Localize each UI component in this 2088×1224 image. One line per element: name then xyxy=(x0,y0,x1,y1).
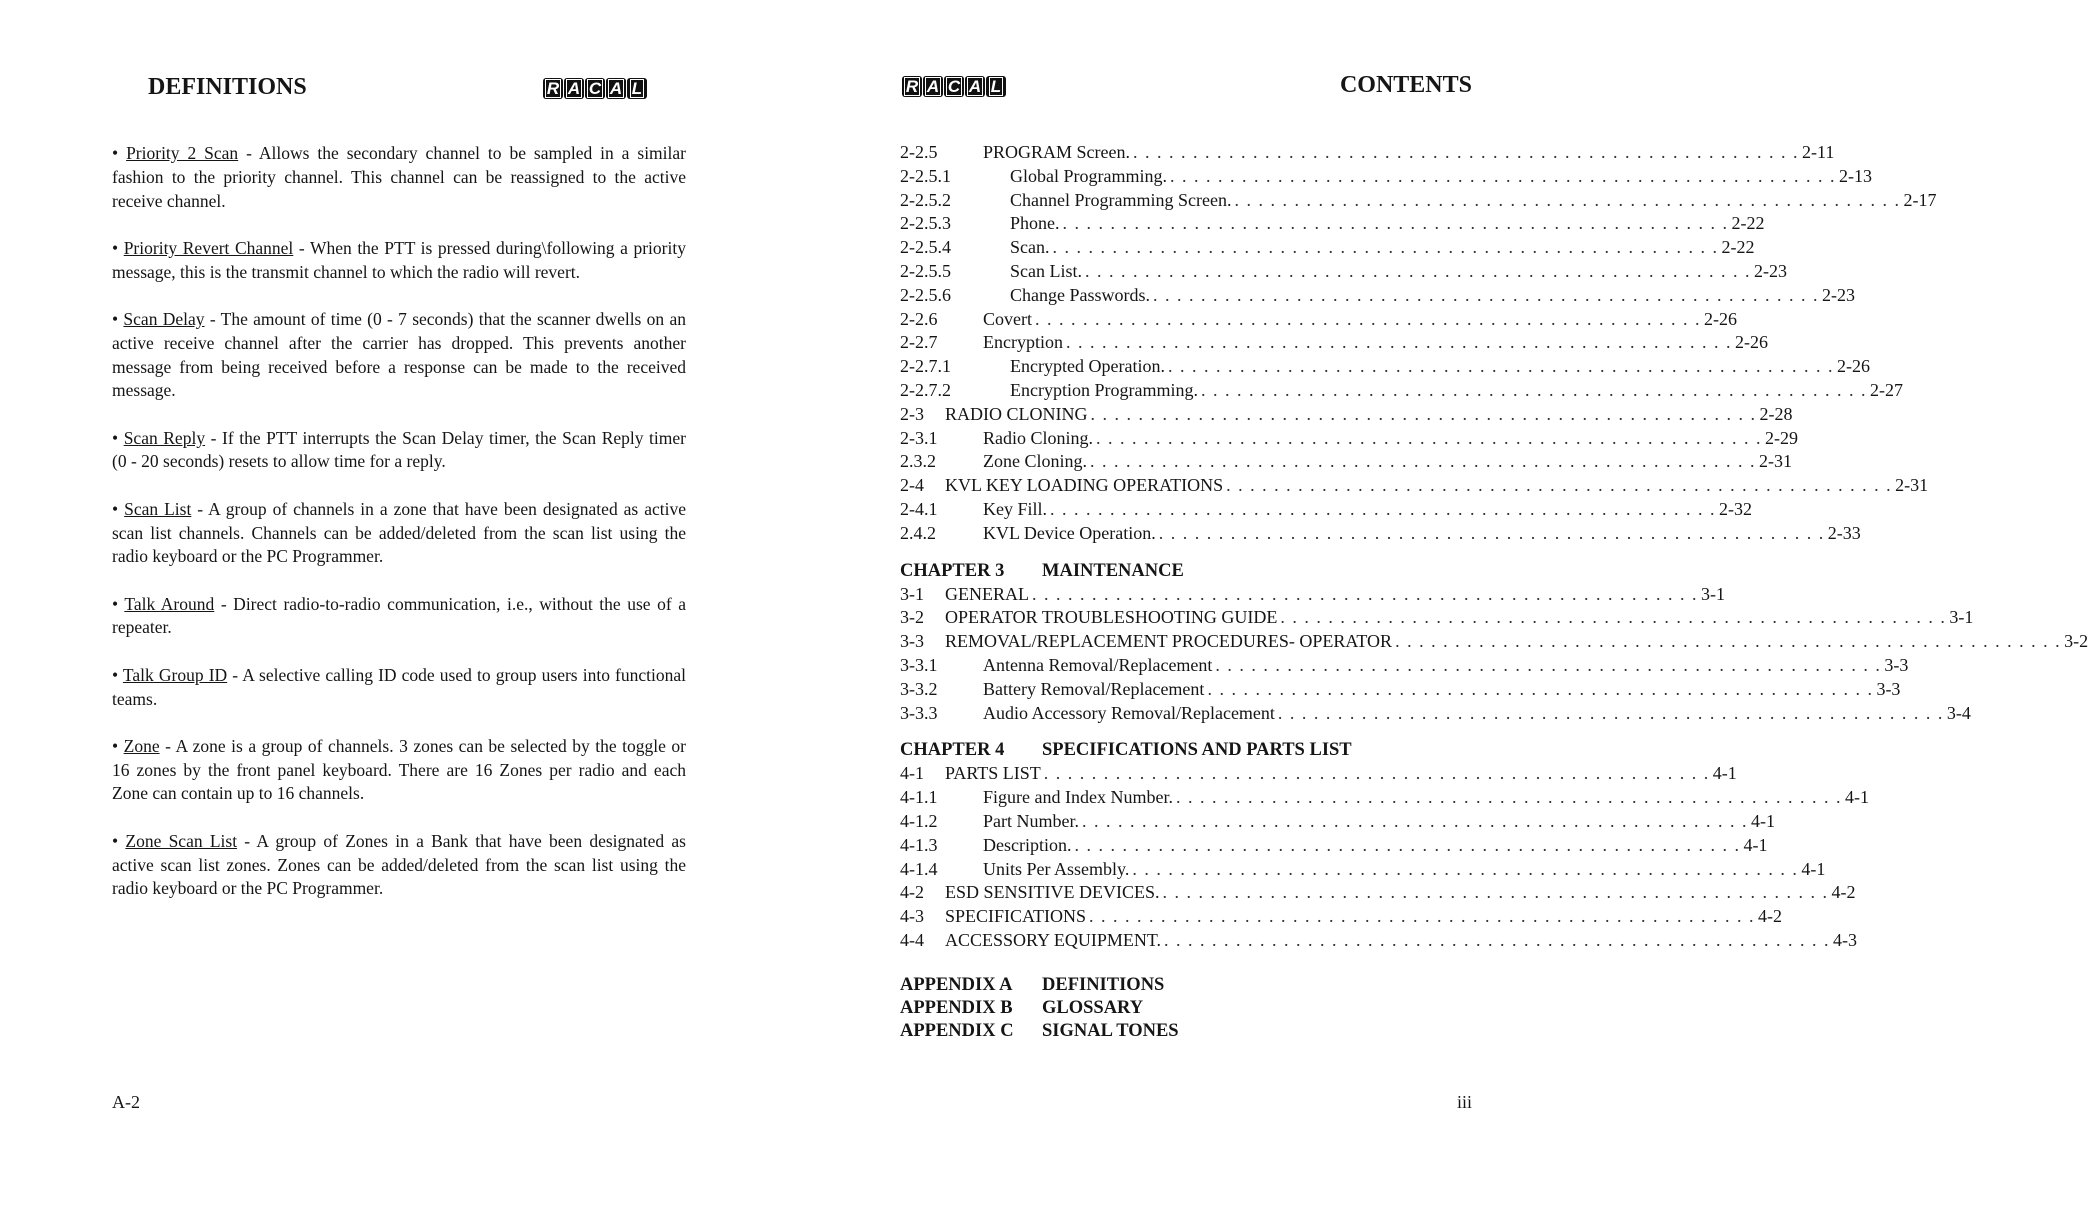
toc-entry[interactable] xyxy=(900,905,1783,929)
definition-term: Scan List xyxy=(124,498,192,519)
appendix-label: APPENDIX C xyxy=(900,1020,1014,1041)
dot-leader: . . . . . . . . . . . . . . . . . . . . . . . . . . . . . . . . . . . . . . . . . . . . . . . . . . . . . . . . xyxy=(1133,142,1799,162)
toc-page: 4-1 xyxy=(1743,834,1768,855)
bullet: • xyxy=(112,237,124,258)
toc-entry[interactable] xyxy=(900,355,1870,379)
toc-entry-body xyxy=(983,522,1861,546)
toc-number: 2-2.5.4 xyxy=(900,237,951,258)
toc-entry[interactable] xyxy=(900,284,1855,308)
toc-number: 3-3.1 xyxy=(900,654,938,675)
appendix-entry xyxy=(900,997,1472,1020)
appendix-entry xyxy=(900,1020,1472,1043)
logo-letter xyxy=(965,76,985,97)
logo-letter-text: A xyxy=(567,79,581,98)
page-number: A-2 xyxy=(112,1092,140,1112)
definition-text: - Allows the secondary channel to be sampled in a similar fashion to the priority channel. This channel can be reassigned to the active receive channel. xyxy=(112,143,686,211)
bullet: • xyxy=(112,143,127,163)
toc-number: 3-3.2 xyxy=(900,678,938,699)
left-page xyxy=(0,0,792,1224)
toc-entry[interactable] xyxy=(900,308,1737,332)
chapter-heading xyxy=(900,738,1472,762)
toc-entry-body xyxy=(983,308,1737,332)
toc-page: 2-22 xyxy=(1731,213,1765,234)
toc-title: Change Passwords. xyxy=(1010,284,1150,305)
logo-letter-text: C xyxy=(588,79,602,98)
toc-number: 4-1.2 xyxy=(900,810,938,831)
toc-title: Encrypted Operation. xyxy=(1010,356,1165,377)
definition-term: Talk Group ID xyxy=(122,664,228,685)
dot-leader: . . . . . . . . . . . . . . . . . . . . . . . . . . . . . . . . . . . . . . . . . . . . . . . . . . . . . . . . xyxy=(1132,858,1799,879)
chapter-label: CHAPTER 3 xyxy=(900,560,1005,581)
racal-logo xyxy=(543,78,647,99)
toc-title: Zone Cloning. xyxy=(983,451,1087,472)
toc-page: 4-1 xyxy=(1801,858,1826,879)
logo-letter-text: L xyxy=(631,79,643,98)
toc-entry-body xyxy=(945,929,1858,953)
toc-entry[interactable] xyxy=(900,331,1768,355)
toc-entry[interactable] xyxy=(900,403,1793,427)
definition-text: - When the PTT is pressed during\following a priority message, this is the transmit channel to which the radio will revert. xyxy=(112,237,686,282)
toc-page: 2-27 xyxy=(1869,379,1903,400)
logo-letter-text: C xyxy=(947,77,961,96)
toc-number: 2.4.2 xyxy=(900,522,936,543)
logo-letter-text: L xyxy=(990,77,1002,96)
bullet: • xyxy=(112,308,124,329)
toc-number: 2-2.7.1 xyxy=(900,356,951,377)
toc-number: 4-1.1 xyxy=(900,787,938,808)
dot-leader: . . . . . . . . . . . . . . . . . . . . . . . . . . . . . . . . . . . . . . . . . . . . . . . . . . . . . . . . xyxy=(1226,475,1893,496)
definition-text: - A group of channels in a zone that have been designated as active scan list channels. Channels can be added/deleted from the scan list using the radio keyboard or the PC Programmer. xyxy=(112,498,686,567)
appendix-label: APPENDIX B xyxy=(900,997,1013,1018)
toc-number: 2-2.5 xyxy=(900,142,938,162)
toc-page: 2-28 xyxy=(1759,403,1793,424)
toc-entry-body xyxy=(945,583,1725,607)
appendix-entry xyxy=(900,974,1472,997)
definition-term: Scan Delay xyxy=(123,308,205,329)
definition-text: - Direct radio-to-radio communication, i.e., without the use of a repeater. xyxy=(112,593,686,638)
dot-leader: . . . . . . . . . . . . . . . . . . . . . . . . . . . . . . . . . . . . . . . . . . . . . . . . . . . . . . . . xyxy=(1052,237,1719,258)
chapter-title: SPECIFICATIONS AND PARTS LIST xyxy=(1042,740,1352,761)
toc-entry-body xyxy=(983,450,1792,474)
toc-entry[interactable] xyxy=(900,786,1869,810)
bullet: • xyxy=(112,498,125,519)
dot-leader: . . . . . . . . . . . . . . . . . . . . . . . . . . . . . . . . . . . . . . . . . . . . . . . . . . . . . . . . xyxy=(1090,451,1756,472)
toc-title: Encryption Programming. xyxy=(1010,379,1198,400)
appendix-list xyxy=(900,974,1472,1043)
toc-entry[interactable] xyxy=(900,810,1775,834)
toc-page: 4-1 xyxy=(1844,787,1869,808)
toc-title: Battery Removal/Replacement xyxy=(983,678,1205,699)
toc-page: 2-31 xyxy=(1759,451,1792,472)
toc-entry[interactable] xyxy=(900,165,1872,189)
logo-letter-text: R xyxy=(546,79,560,98)
toc-page: 2-26 xyxy=(1734,332,1768,353)
toc-entry-body xyxy=(983,834,1768,858)
toc-title: RADIO CLONING xyxy=(945,403,1088,424)
logo-letter xyxy=(902,76,922,97)
definition-term: Zone xyxy=(123,735,160,756)
definition-term: Zone Scan List xyxy=(125,830,238,851)
toc-entry[interactable] xyxy=(900,379,1903,403)
definition-text: - A selective calling ID code used to group users into functional teams. xyxy=(112,664,686,709)
toc-number: 2-2.7 xyxy=(900,332,938,353)
bullet: • xyxy=(112,735,124,756)
dot-leader: . . . . . . . . . . . . . . . . . . . . . . . . . . . . . . . . . . . . . . . . . . . . . . . . . . . . . . . . xyxy=(1162,882,1829,903)
toc-page: 2-29 xyxy=(1765,427,1799,448)
toc-entry-body xyxy=(983,498,1753,522)
definition-term: Talk Around xyxy=(124,593,215,614)
toc-entry-body xyxy=(945,881,1856,905)
toc-entry[interactable] xyxy=(900,474,1929,498)
toc-page: 3-4 xyxy=(1946,702,1971,723)
toc-title: Figure and Index Number. xyxy=(983,787,1173,808)
definition-item xyxy=(112,498,686,569)
toc-page: 2-23 xyxy=(1754,260,1787,281)
toc-title: Part Number. xyxy=(983,810,1079,831)
toc-title: PARTS LIST xyxy=(945,763,1041,784)
toc-title: Global Programming. xyxy=(1010,165,1167,186)
toc-entry[interactable] xyxy=(900,678,1901,702)
toc-title: SPECIFICATIONS xyxy=(945,906,1087,927)
toc-number: 4-3 xyxy=(900,906,924,927)
toc-title: KVL Device Operation. xyxy=(983,522,1156,543)
right-page xyxy=(792,0,2088,1224)
toc-number: 2-2.5.6 xyxy=(900,284,951,305)
toc-title: PROGRAM Screen. xyxy=(983,142,1130,162)
toc-entry[interactable] xyxy=(900,606,1974,630)
toc-entry[interactable] xyxy=(900,630,2088,654)
dot-leader: . . . . . . . . . . . . . . . . . . . . . . . . . . . . . . . . . . . . . . . . . . . . . . . . . . . . . . . . xyxy=(1280,607,1947,628)
toc-title: GENERAL xyxy=(945,583,1029,604)
chapter-heading xyxy=(900,559,1472,583)
toc-page: 2-26 xyxy=(1704,308,1737,329)
bullet: • xyxy=(112,830,126,851)
dot-leader: . . . . . . . . . . . . . . . . . . . . . . . . . . . . . . . . . . . . . . . . . . . . . . . . . . . . . . . . xyxy=(1043,763,1710,784)
toc-entry[interactable] xyxy=(900,834,1768,858)
toc-title: Description. xyxy=(983,834,1072,855)
toc-page: 4-1 xyxy=(1751,810,1775,831)
dot-leader: . . . . . . . . . . . . . . . . . . . . . . . . . . . . . . . . . . . . . . . . . . . . . . . . . . . . . . . . xyxy=(1089,906,1756,927)
logo-letter xyxy=(944,76,964,97)
toc-number: 3-2 xyxy=(900,607,924,628)
toc-entry-body xyxy=(983,810,1775,834)
toc-number: 2-2.7.2 xyxy=(900,379,951,400)
toc-entry-body xyxy=(983,786,1869,810)
definition-text: - The amount of time (0 - 7 seconds) that the scanner dwells on an active receive channel after the carrier has dropped. This prevents another message from being received before a response can be made to the received message. xyxy=(112,308,686,401)
toc-number: 4-4 xyxy=(900,929,924,950)
toc-entry[interactable] xyxy=(900,702,1971,726)
dot-leader: . . . . . . . . . . . . . . . . . . . . . . . . . . . . . . . . . . . . . . . . . . . . . . . . . . . . . . . . xyxy=(1062,213,1729,234)
definition-item xyxy=(112,308,686,403)
toc-title: ACCESSORY EQUIPMENT. xyxy=(945,929,1162,950)
logo-letter xyxy=(923,76,943,97)
toc-title: ESD SENSITIVE DEVICES. xyxy=(945,882,1160,903)
toc-entry[interactable] xyxy=(900,498,1753,522)
toc-title: Scan. xyxy=(1010,237,1050,258)
toc-entry-body xyxy=(983,141,1835,165)
definition-item xyxy=(112,427,686,475)
toc-entry[interactable] xyxy=(900,427,1799,451)
toc-page: 2-22 xyxy=(1721,237,1755,258)
toc-entry-body xyxy=(945,474,1929,498)
definition-text: - A group of Zones in a Bank that have been designated as active scan list zones. Zones can be added/deleted from the scan list using the radio keyboard or the PC Programmer. xyxy=(112,830,686,899)
appendix-title: DEFINITIONS xyxy=(1042,974,1165,995)
toc-page: 4-1 xyxy=(1712,763,1737,784)
toc-number: 2-4 xyxy=(900,475,924,496)
toc-title: Radio Cloning. xyxy=(983,427,1094,448)
toc-page: 3-2 xyxy=(2064,631,2088,652)
bullet: • xyxy=(112,593,125,614)
definitions-list xyxy=(112,142,686,925)
toc-title: Scan List. xyxy=(1010,260,1082,281)
toc-number: 3-3.3 xyxy=(900,702,938,723)
bullet: • xyxy=(112,664,123,685)
toc-entry[interactable] xyxy=(900,881,1856,905)
toc-entry-body xyxy=(1010,284,1855,308)
toc-number: 2-4.1 xyxy=(900,498,938,519)
toc-entry-body xyxy=(983,331,1768,355)
bullet: • xyxy=(112,427,124,448)
dot-leader: . . . . . . . . . . . . . . . . . . . . . . . . . . . . . . . . . . . . . . . . . . . . . . . . . . . . . . . . xyxy=(1153,284,1819,305)
toc-entry-body xyxy=(1010,189,1937,213)
logo-letter xyxy=(585,78,605,99)
dot-leader: . . . . . . . . . . . . . . . . . . . . . . . . . . . . . . . . . . . . . . . . . . . . . . . . . . . . . . . . xyxy=(1215,654,1882,675)
toc-page: 2-31 xyxy=(1895,475,1929,496)
logo-letter xyxy=(627,78,647,99)
toc-entry[interactable] xyxy=(900,929,1858,953)
toc-entry-body xyxy=(945,606,1974,630)
definition-text: - A zone is a group of channels. 3 zones can be selected by the toggle or 16 zones by the front panel keyboard. There are 16 Zones per radio and each Zone can contain up to 16 channels. xyxy=(112,735,686,804)
toc-title: Audio Accessory Removal/Replacement xyxy=(983,702,1275,723)
dot-leader: . . . . . . . . . . . . . . . . . . . . . . . . . . . . . . . . . . . . . . . . . . . . . . . . . . . . . . . . xyxy=(1032,583,1698,604)
toc-entry[interactable] xyxy=(900,189,1937,213)
page-number: iii xyxy=(1456,1092,1472,1112)
dot-leader: . . . . . . . . . . . . . . . . . . . . . . . . . . . . . . . . . . . . . . . . . . . . . . . . . . . . . . . . xyxy=(1395,631,2062,652)
toc-entry[interactable] xyxy=(900,654,1909,678)
dot-leader: . . . . . . . . . . . . . . . . . . . . . . . . . . . . . . . . . . . . . . . . . . . . . . . . . . . . . . . . xyxy=(1085,260,1751,281)
toc-page: 4-3 xyxy=(1833,929,1858,950)
toc-number: 2-2.5.5 xyxy=(900,260,951,281)
definition-term: Scan Reply xyxy=(123,427,206,448)
dot-leader: . . . . . . . . . . . . . . . . . . . . . . . . . . . . . . . . . . . . . . . . . . . . . . . . . . . . . . . . xyxy=(1065,332,1732,353)
toc-page: 2-32 xyxy=(1719,498,1753,519)
dot-leader: . . . . . . . . . . . . . . . . . . . . . . . . . . . . . . . . . . . . . . . . . . . . . . . . . . . . . . . . xyxy=(1035,308,1701,329)
toc-entry[interactable] xyxy=(900,522,1861,546)
toc-title: REMOVAL/REPLACEMENT PROCEDURES- OPERATOR xyxy=(945,631,1393,652)
definition-item xyxy=(112,830,686,901)
toc-page: 4-2 xyxy=(1758,906,1783,927)
toc-title: Key Fill. xyxy=(983,498,1048,519)
definition-text: - If the PTT interrupts the Scan Delay timer, the Scan Reply timer (0 - 20 seconds) resets to allow time for a reply. xyxy=(112,427,686,472)
toc-page: 2-23 xyxy=(1822,284,1855,305)
toc-title: KVL KEY LOADING OPERATIONS xyxy=(945,475,1224,496)
dot-leader: . . . . . . . . . . . . . . . . . . . . . . . . . . . . . . . . . . . . . . . . . . . . . . . . . . . . . . . . xyxy=(1277,702,1944,723)
toc-page: 2-33 xyxy=(1827,522,1861,543)
toc-number: 4-1.4 xyxy=(900,858,938,879)
toc-page: 4-2 xyxy=(1831,882,1856,903)
toc-entry-body xyxy=(983,858,1826,882)
toc-page: 3-3 xyxy=(1876,678,1901,699)
toc-number: 3-1 xyxy=(900,583,924,604)
racal-logo xyxy=(902,76,1006,97)
toc-title: Encryption xyxy=(983,332,1063,353)
page-title: DEFINITIONS xyxy=(148,74,307,100)
toc-number: 2-2.5.3 xyxy=(900,213,951,234)
definition-term: Priority 2 Scan xyxy=(126,143,239,163)
dot-leader: . . . . . . . . . . . . . . . . . . . . . . . . . . . . . . . . . . . . . . . . . . . . . . . . . . . . . . . . xyxy=(1090,403,1757,424)
toc-entry-body xyxy=(945,630,2088,654)
dot-leader: . . . . . . . . . . . . . . . . . . . . . . . . . . . . . . . . . . . . . . . . . . . . . . . . . . . . . . . . xyxy=(1158,522,1825,543)
toc-title: Units Per Assembly. xyxy=(983,858,1130,879)
dot-leader: . . . . . . . . . . . . . . . . . . . . . . . . . . . . . . . . . . . . . . . . . . . . . . . . . . . . . . . . xyxy=(1050,498,1717,519)
toc-number: 2.3.2 xyxy=(900,451,936,472)
toc-title: Covert xyxy=(983,308,1032,329)
toc-number: 2-2.5.1 xyxy=(900,165,951,186)
logo-letter-text: A xyxy=(609,79,623,98)
toc-entry-body xyxy=(983,702,1971,726)
logo-letter xyxy=(543,78,563,99)
toc-entry[interactable] xyxy=(900,583,1725,607)
toc-entry-body xyxy=(1010,212,1765,236)
toc-entry-body xyxy=(983,427,1799,451)
toc-number: 2-2.6 xyxy=(900,308,938,329)
dot-leader: . . . . . . . . . . . . . . . . . . . . . . . . . . . . . . . . . . . . . . . . . . . . . . . . . . . . . . . . xyxy=(1200,379,1867,400)
logo-letter xyxy=(986,76,1006,97)
toc-number: 2-2.5.2 xyxy=(900,189,951,210)
toc-page: 2-26 xyxy=(1836,356,1870,377)
definition-item xyxy=(112,735,686,806)
dot-leader: . . . . . . . . . . . . . . . . . . . . . . . . . . . . . . . . . . . . . . . . . . . . . . . . . . . . . . . . xyxy=(1082,810,1748,831)
toc-number: 2-3.1 xyxy=(900,427,938,448)
toc-page: 3-3 xyxy=(1884,654,1909,675)
definition-term: Priority Revert Channel xyxy=(123,237,294,258)
toc-entry-body xyxy=(1010,236,1755,260)
toc-page: 2-17 xyxy=(1903,189,1937,210)
dot-leader: . . . . . . . . . . . . . . . . . . . . . . . . . . . . . . . . . . . . . . . . . . . . . . . . . . . . . . . . xyxy=(1207,678,1874,699)
toc-entry-body xyxy=(1010,165,1872,189)
dot-leader: . . . . . . . . . . . . . . . . . . . . . . . . . . . . . . . . . . . . . . . . . . . . . . . . . . . . . . . . xyxy=(1164,929,1831,950)
toc-entry-body xyxy=(983,654,1909,678)
appendix-label: APPENDIX A xyxy=(900,974,1013,995)
page-title: CONTENTS xyxy=(1339,72,1472,98)
logo-letter-text: A xyxy=(926,77,940,96)
chapter-title: MAINTENANCE xyxy=(1042,560,1184,581)
definition-item xyxy=(112,142,686,213)
toc-entry[interactable] xyxy=(900,858,1826,882)
toc-entry[interactable] xyxy=(900,260,1787,284)
toc-entry-body xyxy=(1010,260,1787,284)
dot-leader: . . . . . . . . . . . . . . . . . . . . . . . . . . . . . . . . . . . . . . . . . . . . . . . . . . . . . . . . xyxy=(1169,165,1836,186)
toc-entry-body xyxy=(945,762,1737,786)
logo-letter xyxy=(606,78,626,99)
toc-number: 4-2 xyxy=(900,882,924,903)
toc-entry-body xyxy=(1010,355,1870,379)
toc-entry[interactable] xyxy=(900,450,1792,474)
dot-leader: . . . . . . . . . . . . . . . . . . . . . . . . . . . . . . . . . . . . . . . . . . . . . . . . . . . . . . . . xyxy=(1167,356,1834,377)
definition-item xyxy=(112,664,686,712)
definition-item xyxy=(112,237,686,285)
toc-entry-body xyxy=(1010,379,1903,403)
appendix-title: GLOSSARY xyxy=(1042,997,1144,1018)
toc-page: 2-13 xyxy=(1838,165,1872,186)
toc-title: Phone. xyxy=(1010,213,1060,234)
toc-page: 3-1 xyxy=(1701,583,1725,604)
toc-title: Channel Programming Screen. xyxy=(1010,189,1232,210)
logo-letter-text: A xyxy=(968,77,982,96)
logo-letter-text: R xyxy=(905,77,919,96)
definition-item xyxy=(112,593,686,641)
appendix-title: SIGNAL TONES xyxy=(1042,1020,1179,1041)
dot-leader: . . . . . . . . . . . . . . . . . . . . . . . . . . . . . . . . . . . . . . . . . . . . . . . . . . . . . . . . xyxy=(1096,427,1763,448)
logo-letter xyxy=(564,78,584,99)
toc-entry[interactable] xyxy=(900,236,1755,260)
table-of-contents xyxy=(900,141,2088,1043)
toc-entry[interactable] xyxy=(900,212,1765,236)
dot-leader: . . . . . . . . . . . . . . . . . . . . . . . . . . . . . . . . . . . . . . . . . . . . . . . . . . . . . . . . xyxy=(1234,189,1901,210)
toc-number: 3-3 xyxy=(900,631,924,652)
toc-number: 4-1.3 xyxy=(900,834,938,855)
chapter-label: CHAPTER 4 xyxy=(900,740,1005,761)
toc-entry-body xyxy=(945,403,1793,427)
toc-number: 2-3 xyxy=(900,403,924,424)
toc-page: 3-1 xyxy=(1949,607,1974,628)
toc-entry-body xyxy=(945,905,1783,929)
dot-leader: . . . . . . . . . . . . . . . . . . . . . . . . . . . . . . . . . . . . . . . . . . . . . . . . . . . . . . . . xyxy=(1175,787,1842,808)
toc-entry[interactable] xyxy=(900,141,1835,165)
toc-entry[interactable] xyxy=(900,762,1737,786)
dot-leader: . . . . . . . . . . . . . . . . . . . . . . . . . . . . . . . . . . . . . . . . . . . . . . . . . . . . . . . . xyxy=(1074,834,1741,855)
toc-number: 4-1 xyxy=(900,763,924,784)
toc-title: OPERATOR TROUBLESHOOTING GUIDE xyxy=(945,607,1278,628)
toc-page: 2-11 xyxy=(1802,142,1835,162)
toc-title: Antenna Removal/Replacement xyxy=(983,654,1213,675)
toc-entry-body xyxy=(983,678,1901,702)
